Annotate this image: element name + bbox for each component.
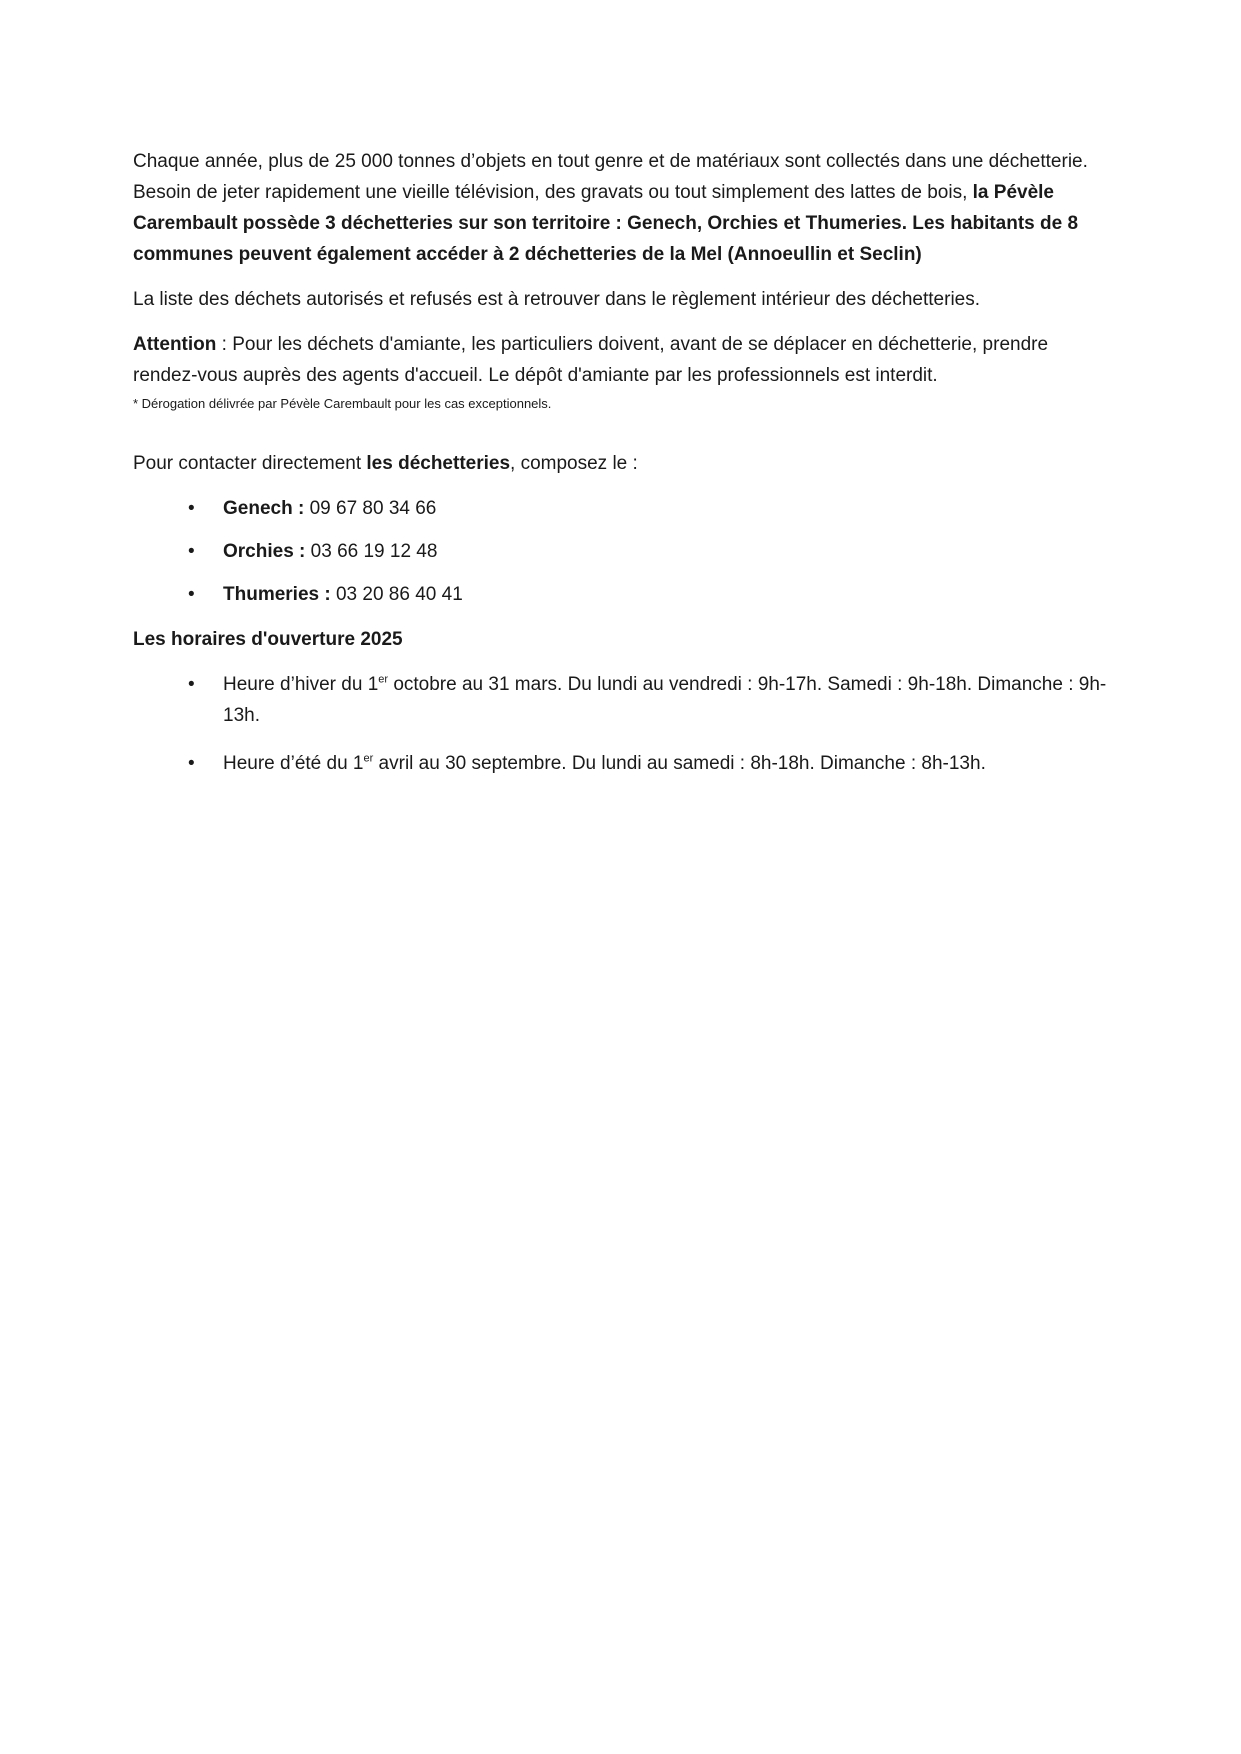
phone-number-thumeries: 03 20 86 40 41 xyxy=(335,584,463,605)
phone-list xyxy=(133,493,1108,610)
phone-number-genech: 09 67 80 34 66 xyxy=(309,498,437,519)
intro-text: Chaque année, plus de 25 000 tonnes d’objets en tout genre et de matériaux sont collectés dans une déchetterie. Besoin de jeter rapidement une vieille télévision, des gravats ou tout simplement des lattes de bois, xyxy=(133,151,1088,203)
hours-summer-superscript: er xyxy=(363,752,374,765)
bullet-icon: • xyxy=(188,584,195,605)
bullet-icon: • xyxy=(188,753,195,774)
paragraph-attention xyxy=(133,329,1108,391)
phone-label-genech: Genech : xyxy=(223,498,305,519)
phone-label-thumeries: Thumeries : xyxy=(223,584,331,605)
bullet-icon: • xyxy=(188,674,195,695)
footnote-derogation: * Dérogation délivrée par Pévèle Carembault pour les cas exceptionnels. xyxy=(133,396,552,411)
hours-list xyxy=(133,669,1108,779)
hours-summer-pre: Heure d’été du 1 xyxy=(223,753,364,774)
hours-heading: Les horaires d'ouverture 2025 xyxy=(133,629,403,650)
contact-text-pre: Pour contacter directement xyxy=(133,453,367,474)
hours-winter-superscript: er xyxy=(378,673,389,686)
phone-label-orchies: Orchies : xyxy=(223,541,306,562)
hours-winter-post: octobre au 31 mars. Du lundi au vendredi : 9h-17h. Samedi : 9h-18h. Dimanche : 9h-13h. xyxy=(223,674,1107,726)
hours-summer-post: avril au 30 septembre. Du lundi au samedi : 8h-18h. Dimanche : 8h-13h. xyxy=(373,753,986,774)
paragraph-reglement: La liste des déchets autorisés et refusés est à retrouver dans le règlement intérieur des déchetteries. xyxy=(133,289,981,310)
contact-bold-text: les déchetteries xyxy=(366,453,511,474)
hours-winter-pre: Heure d’hiver du 1 xyxy=(223,674,379,695)
contact-text-post: , composez le : xyxy=(510,453,638,474)
hours-item-winter xyxy=(188,669,1108,731)
paragraph-contact xyxy=(133,448,1108,479)
phone-item-orchies xyxy=(188,536,1108,567)
phone-item-genech xyxy=(188,493,1108,524)
attention-label: Attention xyxy=(133,334,217,355)
paragraph-intro xyxy=(133,146,1108,270)
phone-number-orchies: 03 66 19 12 48 xyxy=(310,541,438,562)
phone-item-thumeries xyxy=(188,579,1108,610)
hours-item-summer xyxy=(188,748,1108,779)
attention-text: : Pour les déchets d'amiante, les particuliers doivent, avant de se déplacer en déchetterie, prendre rendez-vous auprès des agents d'accueil. Le dépôt d'amiante par les professionnels est interdit. xyxy=(133,334,1049,386)
bullet-icon: • xyxy=(188,498,195,519)
bullet-icon: • xyxy=(188,541,195,562)
intro-bold-text: la Pévèle Carembault possède 3 déchetteries sur son territoire : Genech, Orchies et Thumeries. Les habitants de 8 communes peuvent également accéder à 2 déchetteries de la Mel (Annoeullin et Seclin) xyxy=(133,182,1079,265)
